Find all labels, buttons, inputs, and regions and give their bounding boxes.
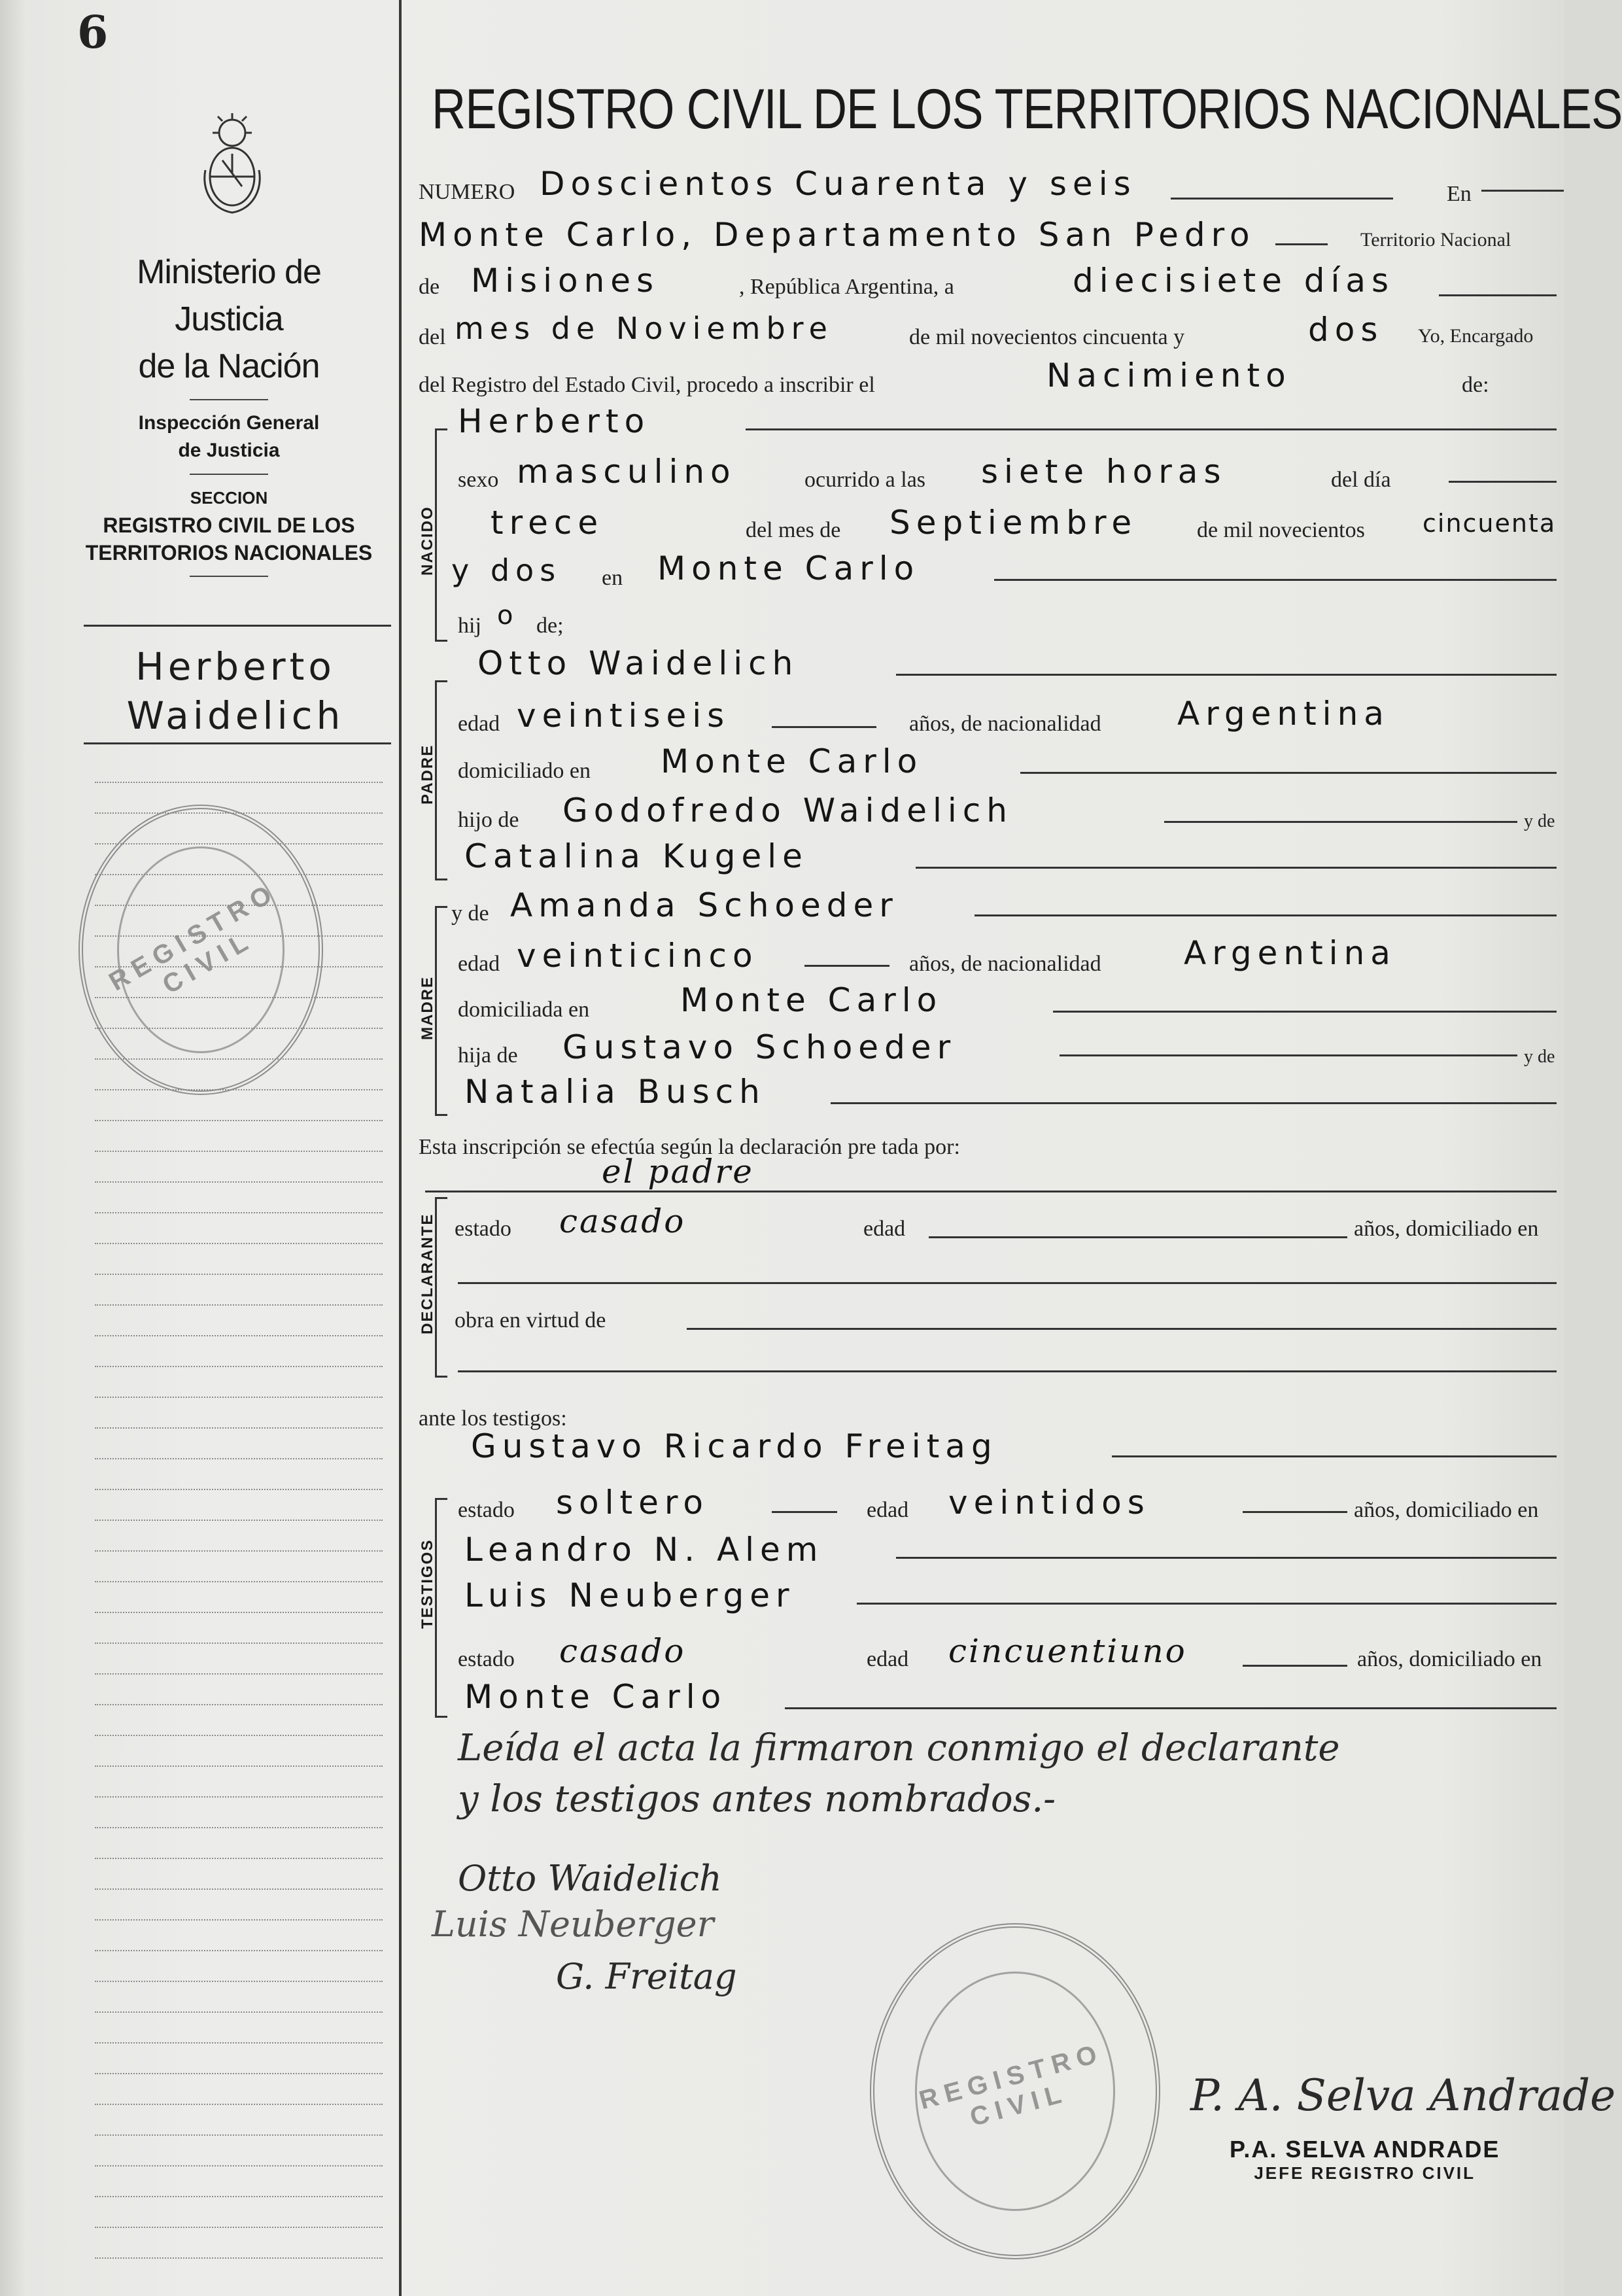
hij-value: o (497, 600, 519, 631)
sidebar-ruled-line (95, 1212, 383, 1213)
sidebar-ruled-line (95, 1950, 383, 1951)
witness1-value: Gustavo Ricardo Freitag (471, 1427, 998, 1465)
registry-stamp-left (78, 805, 323, 1095)
declarante-anos-label: años, domiciliado en (1354, 1217, 1539, 1241)
age1-value: veintidos (948, 1484, 1150, 1522)
age2-line (1243, 1665, 1347, 1667)
sidebar-ruled-line (95, 2227, 383, 2228)
nacido-place-line (994, 579, 1557, 581)
sidebar-ruled-line (95, 2196, 383, 2197)
madre-edad-label: edad (458, 952, 500, 976)
day-line (1439, 294, 1557, 296)
official-name: P.A. SELVA ANDRADE (1230, 2136, 1500, 2163)
sidebar-ruled-line (95, 1704, 383, 1705)
testigos-section-label: TESTIGOS (419, 1539, 436, 1629)
padre-y-de-label: y de (1524, 811, 1555, 831)
nacido-year-value2: y dos (451, 553, 562, 588)
sidebar-ruled-line (95, 2073, 383, 2074)
nacido-day-value: trece (491, 504, 604, 542)
stamp-text-left: REGISTRO CIVIL (104, 877, 283, 1000)
age1-line (1243, 1511, 1347, 1513)
padre-father-value: Godofredo Waidelich (562, 791, 1013, 829)
ocurrido-label: ocurrido a las (804, 468, 926, 492)
sidebar-ruled-line (95, 2011, 383, 2013)
testigos-intro-label: ante los testigos: (419, 1406, 567, 1431)
inspection-line2: de Justicia (178, 440, 280, 461)
ministry-block (78, 249, 379, 586)
madre-name-value: Amanda Schoeder (510, 886, 899, 924)
sidebar-ruled-line (95, 1458, 383, 1459)
declarante-line2 (458, 1282, 1557, 1284)
sidebar-ruled-line (95, 1151, 383, 1152)
sidebar-ruled-line (95, 905, 383, 906)
de-label: de (419, 275, 440, 299)
sidebar-ruled-line (95, 1243, 383, 1244)
witness1-line (1112, 1455, 1557, 1457)
domicilio2-value: Monte Carlo (464, 1678, 727, 1716)
sidebar-ruled-line (95, 2104, 383, 2105)
sidebar-ruled-line (95, 1520, 383, 1521)
padre-mother-value: Catalina Kugele (464, 837, 808, 875)
testigos-anos2-label: años, domiciliado en (1357, 1647, 1542, 1671)
testigos-anos1-label: años, domiciliado en (1354, 1498, 1539, 1522)
section-label: SECCION (190, 488, 268, 508)
territorio-label: Territorio Nacional (1360, 229, 1511, 251)
madre-father-line (1060, 1054, 1517, 1056)
sidebar-ruled-line (95, 1304, 383, 1306)
ministry-line1: Ministerio de Justicia (137, 253, 321, 338)
encargado-label: Yo, Encargado (1418, 325, 1534, 347)
sidebar-ruled-line (95, 1643, 383, 1644)
official-block (1230, 2136, 1500, 2183)
signature-freitag: G. Freitag (556, 1956, 737, 1997)
padre-name-value: Otto Waidelich (477, 644, 799, 682)
sidebar-name-line2: Waidelich (126, 693, 345, 738)
declarante-edad-label: edad (863, 1217, 906, 1241)
domicilio1-value: Leandro N. Alem (464, 1531, 824, 1569)
madre-mother-value: Natalia Busch (464, 1073, 766, 1111)
sidebar-ruled-line (95, 874, 383, 875)
declarant-value: el padre (602, 1153, 754, 1191)
padre-age-line (772, 726, 876, 728)
sidebar-ruled-line (95, 1673, 383, 1675)
official-signature: P. A. Selva Andrade (1190, 2070, 1616, 2121)
territory-value: Misiones (471, 262, 660, 300)
sidebar-ruled-line (95, 1796, 383, 1798)
nacido-en-label: en (602, 566, 623, 590)
sidebar-ruled-line (95, 1028, 383, 1029)
official-title: JEFE REGISTRO CIVIL (1254, 2163, 1476, 2183)
sidebar-ruled-line (95, 1489, 383, 1490)
sidebar-ruled-line (95, 2257, 383, 2259)
day-value: diecisiete días (1073, 262, 1395, 300)
padre-section-label: PADRE (419, 744, 436, 805)
del-dia-line (1449, 481, 1557, 483)
signature-otto: Otto Waidelich (458, 1858, 722, 1899)
en-label: En (1447, 182, 1472, 206)
padre-hijo-label: hijo de (458, 808, 519, 832)
sidebar-ruled-line (95, 2165, 383, 2166)
madre-domicilio-label: domiciliada en (458, 998, 590, 1022)
witness2-line (857, 1603, 1557, 1605)
madre-anos-label: años, de nacionalidad (909, 952, 1101, 976)
nacido-de-label: de; (536, 614, 564, 638)
signature-luis: Luis Neuberger (432, 1904, 714, 1945)
sidebar-ruled-line (95, 1735, 383, 1736)
sidebar-ruled-line (95, 1427, 383, 1429)
sidebar-ruled-line (95, 935, 383, 937)
declarante-estado-label: estado (455, 1217, 511, 1241)
closing-line2: y los testigos antes nombrados.- (458, 1778, 1056, 1820)
madre-section-label: MADRE (419, 976, 436, 1040)
sidebar-ruled-line (95, 966, 383, 967)
sidebar-ruled-line (95, 1981, 383, 1982)
declarante-edad-line (929, 1236, 1347, 1238)
padre-nationality-value: Argentina (1177, 695, 1390, 733)
obra-line (687, 1328, 1557, 1330)
sidebar-ruled-line (95, 1181, 383, 1183)
registro-label: del Registro del Estado Civil, procedo a inscribir el (419, 373, 875, 397)
nacido-name-value: Herberto (458, 402, 651, 440)
padre-edad-label: edad (458, 712, 500, 736)
madre-father-value: Gustavo Schoeder (562, 1028, 957, 1066)
year-value: dos (1308, 311, 1384, 349)
sidebar-ruled-line (95, 1335, 383, 1336)
document-title: REGISTRO CIVIL DE LOS TERRITORIOS NACIONALES (432, 78, 1622, 141)
ministry-separator (190, 399, 268, 400)
republica-label: , República Argentina, a (739, 275, 954, 299)
sidebar-ruled-line (95, 997, 383, 998)
sidebar-ruled-line (95, 1089, 383, 1090)
margin-divider (399, 0, 402, 2296)
de-colon-label: de: (1462, 373, 1489, 397)
sidebar-name-line1: Herberto (135, 644, 336, 689)
place-line (1275, 243, 1328, 245)
year-label: de mil novecientos cincuenta y (909, 325, 1185, 349)
estado1-value: soltero (556, 1484, 709, 1522)
madre-name-line (975, 914, 1557, 916)
declarante-estado-value: casado (559, 1202, 686, 1240)
del-label: del (419, 325, 446, 349)
padre-anos-label: años, de nacionalidad (909, 712, 1101, 736)
sidebar-ruled-line (95, 2134, 383, 2136)
place-value: Monte Carlo, Departamento San Pedro (419, 216, 1256, 254)
page-number: 6 (77, 7, 109, 59)
sidebar-ruled-line (95, 1581, 383, 1582)
testigos-edad2-label: edad (867, 1647, 909, 1671)
section-separator-bottom (190, 576, 268, 577)
madre-mother-line (831, 1102, 1557, 1104)
sidebar-rule-top (84, 625, 391, 627)
padre-domicilio-label: domiciliado en (458, 759, 591, 783)
sidebar-ruled-line (95, 782, 383, 783)
sidebar-rule-bottom (84, 742, 391, 744)
sidebar-ruled-line (95, 1827, 383, 1828)
numero-line (1171, 198, 1393, 200)
domicilio1-line (896, 1557, 1557, 1559)
madre-age-value: veinticinco (517, 937, 759, 975)
month-value: mes de Noviembre (455, 311, 833, 346)
madre-y-de-label: y de (451, 901, 489, 926)
padre-age-value: veintiseis (517, 697, 731, 735)
testigos-edad1-label: edad (867, 1498, 909, 1522)
sidebar-ruled-line (95, 1858, 383, 1859)
testigos-estado2-label: estado (458, 1647, 515, 1671)
padre-domicilio-value: Monte Carlo (661, 742, 923, 780)
hour-value: siete horas (981, 453, 1227, 491)
numero-value: Doscientos Cuarenta y seis (540, 165, 1137, 203)
declarante-section-label: DECLARANTE (419, 1213, 436, 1334)
section-separator (190, 474, 268, 475)
sexo-label: sexo (458, 468, 499, 492)
madre-y-de2-label: y de (1524, 1047, 1555, 1067)
padre-mother-line (916, 867, 1557, 869)
madre-domicilio-value: Monte Carlo (680, 981, 943, 1019)
mil-label: de mil novecientos (1197, 518, 1365, 542)
registry-stamp-bottom (870, 1923, 1160, 2259)
sidebar-ruled-line (95, 843, 383, 844)
declarante-line3 (458, 1370, 1557, 1372)
padre-name-line (896, 674, 1557, 676)
nacido-section-label: NACIDO (419, 506, 436, 576)
section-line1: REGISTRO CIVIL DE LOS (103, 513, 355, 537)
stamp-text-bottom: REGISTRO CIVIL (916, 2038, 1107, 2132)
sexo-value: masculino (517, 453, 736, 491)
sidebar-ruled-line (95, 812, 383, 814)
national-coat-of-arms-icon (196, 108, 268, 219)
sidebar-ruled-line (95, 1120, 383, 1121)
sidebar-ruled-line (95, 2042, 383, 2044)
testigos-estado1-label: estado (458, 1498, 515, 1522)
sidebar-ruled-line (95, 1366, 383, 1367)
en-line (1481, 190, 1564, 192)
witness2-value: Luis Neuberger (464, 1576, 795, 1614)
sidebar-ruled-line (95, 1397, 383, 1398)
section-line2: TERRITORIOS NACIONALES (85, 541, 373, 565)
domicilio2-line (785, 1707, 1557, 1709)
act-value: Nacimiento (1046, 357, 1292, 394)
padre-father-line (1164, 821, 1517, 823)
estado2-value: casado (559, 1632, 686, 1670)
sidebar-ruled-line (95, 1274, 383, 1275)
hij-label: hij (458, 614, 481, 638)
closing-line1: Leída el acta la firmaron conmigo el declarante (458, 1727, 1340, 1769)
sidebar-ruled-line (95, 1888, 383, 1890)
madre-nationality-value: Argentina (1184, 934, 1396, 972)
mes-label: del mes de (746, 518, 841, 542)
inspection-line1: Inspección General (138, 412, 320, 434)
age2-value: cincuentiuno (948, 1632, 1187, 1670)
sidebar-ruled-line (95, 1058, 383, 1060)
sidebar-ruled-line (95, 1919, 383, 1921)
madre-age-line (804, 965, 889, 967)
sidebar-ruled-line (95, 1765, 383, 1767)
obra-label: obra en virtud de (455, 1308, 606, 1332)
ministry-line2: de la Nación (138, 347, 320, 385)
madre-domicilio-line (1053, 1011, 1557, 1013)
estado1-line (772, 1511, 837, 1513)
nacido-year-value: cincuenta (1423, 509, 1557, 538)
sidebar-ruled-line (95, 1550, 383, 1552)
madre-hija-label: hija de (458, 1043, 518, 1068)
declarante-line (425, 1191, 1557, 1192)
nacido-place-value: Monte Carlo (657, 549, 920, 587)
numero-label: NUMERO (419, 180, 515, 204)
del-dia-label: del día (1331, 468, 1391, 492)
padre-domicilio-line (1020, 772, 1557, 774)
nacido-name-line (746, 428, 1557, 430)
declarante-intro-label: Esta inscripción se efectúa según la declaración pre tada por: (419, 1135, 960, 1159)
nacido-month-value: Septiembre (889, 504, 1138, 542)
sidebar-ruled-line (95, 1612, 383, 1613)
